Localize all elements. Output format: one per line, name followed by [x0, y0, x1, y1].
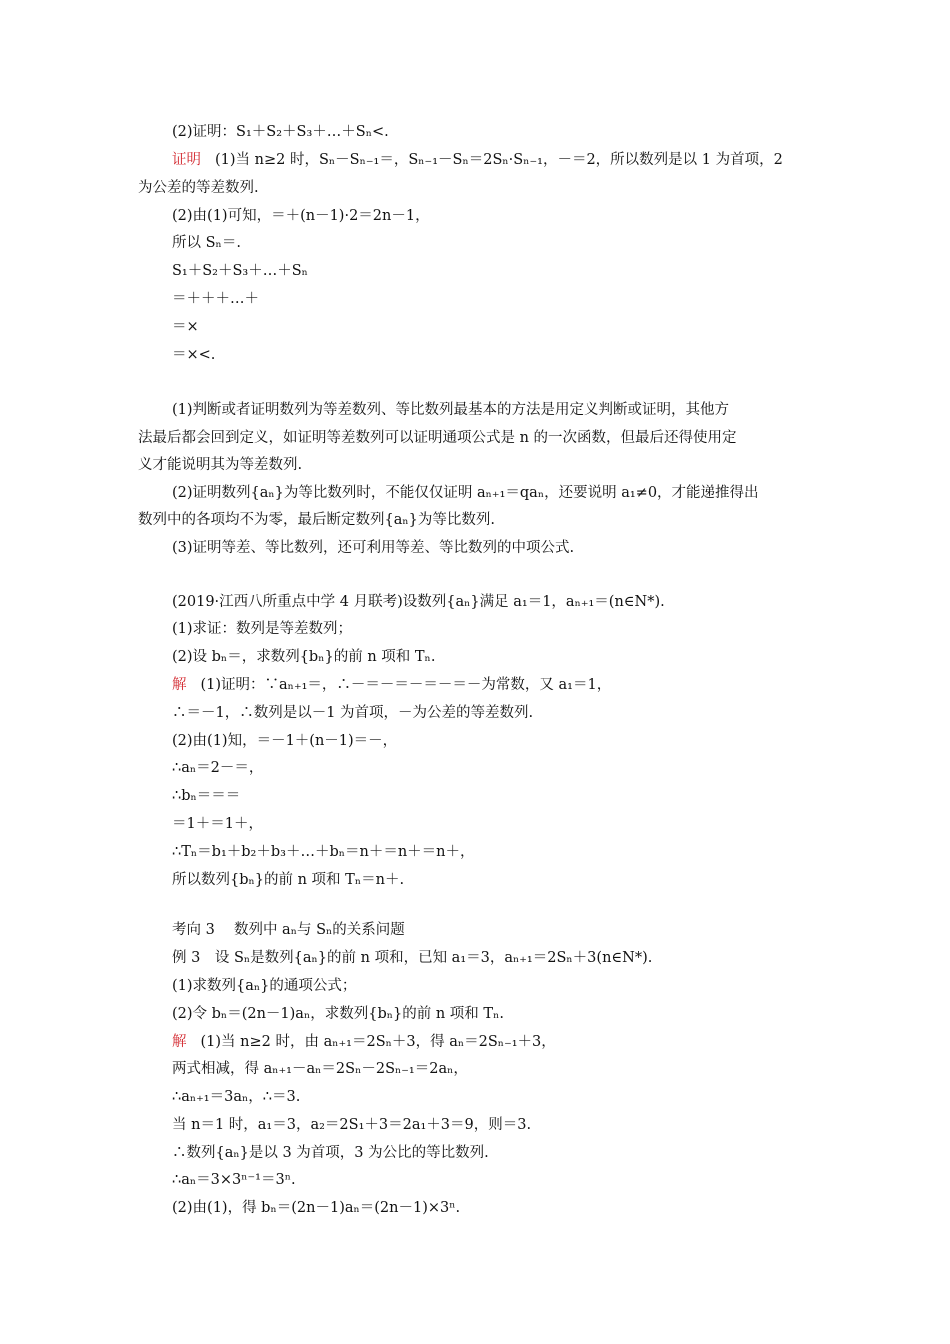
proof-line: 为公差的等差数列. [138, 180, 259, 196]
solution-line: 解 (1)证明：∵aₙ₊₁＝，∴－＝－＝－＝－＝－为常数，又 a₁＝1， [172, 677, 612, 693]
note-paragraph: 数列中的各项均不为零，最后断定数列{aₙ}为等比数列. [138, 512, 495, 528]
solution-line: ∴aₙ＝2－＝， [172, 760, 264, 776]
solution-line: ∴aₙ＝3×3ⁿ⁻¹＝3ⁿ. [172, 1172, 296, 1188]
solution-line: (2)由(1)，得 bₙ＝(2n－1)aₙ＝(2n－1)×3ⁿ. [172, 1200, 461, 1216]
proof-tag: 证明 [172, 152, 201, 168]
note-paragraph: 法最后都会回到定义，如证明等差数列可以证明通项公式是 n 的一次函数，但最后还得使用定 [138, 430, 737, 446]
solution-line: ∴Tₙ＝b₁＋b₂＋b₃＋…＋bₙ＝n＋＝n＋＝n＋， [172, 844, 475, 860]
problem-statement: (2019·江西八所重点中学 4 月联考)设数列{aₙ}满足 a₁＝1，aₙ₊₁＝(n∈N*). [172, 594, 665, 610]
note-paragraph: (1)判断或者证明数列为等差数列、等比数列最基本的方法是用定义判断或证明，其他方 [172, 402, 730, 418]
solution-line: 当 n＝1 时，a₁＝3，a₂＝2S₁＋3＝2a₁＋3＝9，则＝3. [172, 1117, 532, 1133]
solution-line: ∴bₙ＝＝＝ [172, 788, 241, 804]
proof-line: ＝×<. [172, 347, 216, 363]
solution-tag: 解 [172, 677, 187, 693]
solution-line: ∴数列{aₙ}是以 3 为首项，3 为公比的等比数列. [172, 1145, 489, 1161]
proof-line: ＝× [172, 319, 199, 335]
solution-tag: 解 [172, 1034, 187, 1050]
problem-part: (1)求证：数列是等差数列； [172, 621, 353, 637]
solution-line: ∴＝－1，∴数列是以－1 为首项，－为公差的等差数列. [172, 705, 534, 721]
note-paragraph: 义才能说明其为等差数列. [138, 457, 303, 473]
proof-line: 所以 Sₙ＝. [172, 235, 241, 251]
proof-line: S₁＋S₂＋S₃＋…＋Sₙ [172, 263, 308, 279]
proof-line: 证明 (1)当 n≥2 时，Sₙ－Sₙ₋₁＝，Sₙ₋₁－Sₙ＝2Sₙ·Sₙ₋₁，－＝2，所以数列是以 1 为首项，2 [172, 152, 783, 168]
note-paragraph: (2)证明数列{aₙ}为等比数列时，不能仅仅证明 aₙ₊₁＝qaₙ，还要说明 a₁≠0，才能递推得出 [172, 485, 759, 501]
solution-line: 所以数列{bₙ}的前 n 项和 Tₙ＝n＋. [172, 872, 405, 888]
section-heading: 考向 3 数列中 aₙ与 Sₙ的关系问题 [172, 922, 405, 938]
proof-prompt: (2)证明：S₁＋S₂＋S₃＋…＋Sₙ<. [172, 124, 389, 140]
solution-line: ＝1＋＝1＋， [172, 816, 263, 832]
solution-line: 解 (1)当 n≥2 时，由 aₙ₊₁＝2Sₙ＋3，得 aₙ＝2Sₙ₋₁＋3， [172, 1034, 556, 1050]
proof-line: (2)由(1)可知，＝＋(n－1)·2＝2n－1， [172, 208, 430, 224]
proof-line: ＝＋＋＋…＋ [172, 291, 259, 307]
solution-line: 两式相减，得 aₙ₊₁－aₙ＝2Sₙ－2Sₙ₋₁＝2aₙ， [172, 1061, 468, 1077]
note-paragraph: (3)证明等差、等比数列，还可利用等差、等比数列的中项公式. [172, 540, 575, 556]
solution-line: ∴aₙ₊₁＝3aₙ，∴＝3. [172, 1089, 301, 1105]
problem-part: (2)令 bₙ＝(2n－1)aₙ，求数列{bₙ}的前 n 项和 Tₙ. [172, 1006, 504, 1022]
problem-part: (2)设 bₙ＝，求数列{bₙ}的前 n 项和 Tₙ. [172, 649, 436, 665]
example-statement: 例 3 设 Sₙ是数列{aₙ}的前 n 项和，已知 a₁＝3，aₙ₊₁＝2Sₙ＋3(n∈N*). [172, 950, 653, 966]
solution-line: (2)由(1)知，＝－1＋(n－1)＝－， [172, 733, 398, 749]
problem-part: (1)求数列{aₙ}的通项公式； [172, 978, 357, 994]
